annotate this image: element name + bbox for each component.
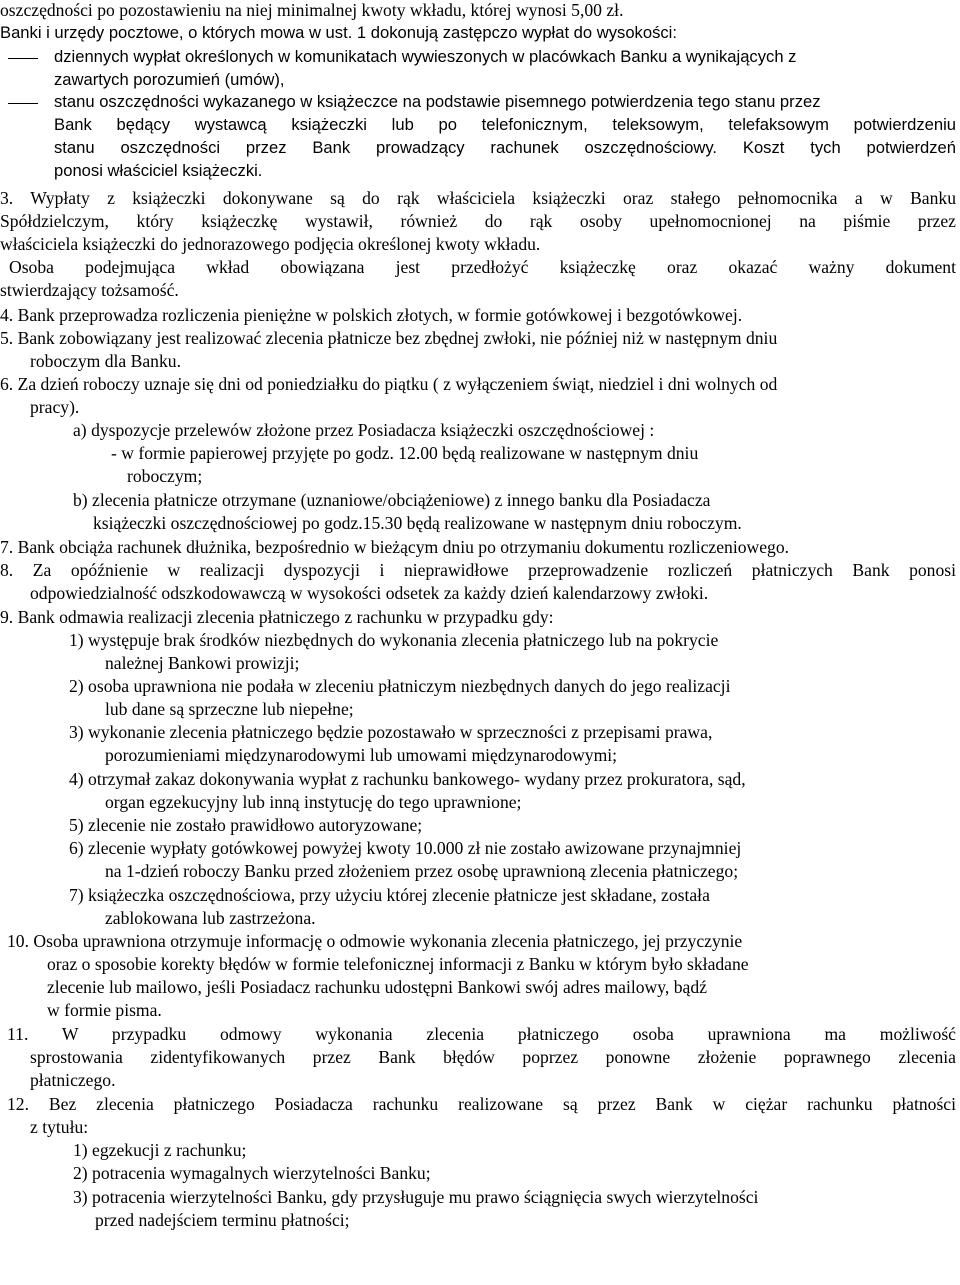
text-line: Osoba podejmująca wkład obowiązana jest przedłożyć książeczkę oraz okazać ważny dokument — [9, 257, 956, 277]
text-line: dziennych wypłat określonych w komunikatach wywieszonych w placówkach Banku a wynikających z — [54, 47, 797, 66]
text-line: 5. Bank zobowiązany jest realizować zlecenia płatnicze bez zbędnej zwłoki, nie później niż w następnym dniu — [0, 328, 778, 348]
text-line: 6) zlecenie wypłaty gotówkowej powyżej kwoty 10.000 zł nie zostało awizowane przynajmniej — [69, 838, 742, 858]
text-line: 3) potracenia wierzytelności Banku, gdy przysługuje mu prawo ściągnięcia swych wierzytelności — [73, 1187, 759, 1207]
text-line: 2) potracenia wymagalnych wierzytelności Banku; — [73, 1163, 431, 1183]
text-line: 8. Za opóźnienie w realizacji dyspozycji i nieprawidłowe przeprowadzenie rozliczeń płatniczych Bank ponosi — [0, 560, 956, 580]
text-line: porozumieniami międzynarodowymi lub umowami międzynarodowymi; — [105, 745, 618, 765]
text-line: stanu oszczędności przez Bank prowadzący rachunek oszczędnościowy. Koszt tych potwierdzeń — [54, 138, 956, 157]
text-line: Spółdzielczym, który książeczkę wystawił, również do rąk osoby upełnomocnionej na piśmie przez — [0, 211, 956, 231]
text-line: przed nadejściem terminu płatności; — [95, 1210, 350, 1230]
text-line: - w formie papierowej przyjęte po godz. 12.00 będą realizowane w następnym dniu — [111, 443, 699, 463]
dash-bullet — [8, 58, 38, 59]
text-line: 11. W przypadku odmowy wykonania zlecenia płatniczego osoba uprawniona ma możliwość — [7, 1024, 956, 1044]
text-line: 3. Wypłaty z książeczki dokonywane są do rąk właściciela książeczki oraz stałego pełnomocnika a w Banku — [0, 188, 956, 208]
text-line: ponosi właściciel książeczki. — [54, 161, 263, 180]
text-line: stwierdzający tożsamość. — [0, 280, 179, 300]
text-line: 1) występuje brak środków niezbędnych do wykonania zlecenia płatniczego lub na pokrycie — [69, 630, 719, 650]
text-line: 6. Za dzień roboczy uznaje się dni od poniedziałku do piątku ( z wyłączeniem świąt, niedziel i dni wolnych od — [0, 374, 778, 394]
text-line: Banki i urzędy pocztowe, o których mowa w ust. 1 dokonują zastępczo wypłat do wysokości: — [0, 23, 677, 42]
text-line: sprostowania zidentyfikowanych przez Bank błędów poprzez ponowne złożenie poprawnego zlecenia — [30, 1047, 956, 1067]
text-line: 9. Bank odmawia realizacji zlecenia płatniczego z rachunku w przypadku gdy: — [0, 607, 554, 627]
text-line: 12. Bez zlecenia płatniczego Posiadacza rachunku realizowane są przez Bank w ciężar rachunku płatności — [7, 1094, 956, 1114]
text-line: 7. Bank obciąża rachunek dłużnika, bezpośrednio w bieżącym dniu po otrzymaniu dokumentu rozliczeniowego. — [0, 537, 790, 557]
text-line: książeczki oszczędnościowej po godz.15.30 będą realizowane w następnym dniu roboczym. — [93, 513, 742, 533]
text-line: 4) otrzymał zakaz dokonywania wypłat z rachunku bankowego- wydany przez prokuratora, sąd, — [69, 769, 746, 789]
text-line: organ egzekucyjny lub inną instytucję do tego uprawnione; — [105, 792, 522, 812]
text-line: zlecenie lub mailowo, jeśli Posiadacz rachunku udostępni Bankowi swój adres mailowy, bądź — [47, 977, 707, 997]
text-line: lub dane są sprzeczne lub niepełne; — [105, 699, 354, 719]
text-line: 10. Osoba uprawniona otrzymuje informację o odmowie wykonania zlecenia płatniczego, jej przyczynie — [7, 931, 743, 951]
text-line: 4. Bank przeprowadza rozliczenia pieniężne w polskich złotych, w formie gotówkowej i bezgotówkowej. — [0, 305, 743, 325]
text-line: zawartych porozumień (umów), — [54, 70, 285, 89]
text-line: Bank będący wystawcą książeczki lub po telefonicznym, teleksowym, telefaksowym potwierdzeniu — [54, 115, 956, 134]
text-line: roboczym; — [127, 466, 203, 486]
text-line: płatniczego. — [30, 1070, 116, 1090]
text-line: zablokowana lub zastrzeżona. — [105, 908, 316, 928]
text-line: stanu oszczędności wykazanego w książeczce na podstawie pisemnego potwierdzenia tego stanu przez — [54, 92, 821, 111]
text-line: 2) osoba uprawniona nie podała w zleceniu płatniczym niezbędnych danych do jego realizacji — [69, 676, 731, 696]
text-line: b) zlecenia płatnicze otrzymane (uznaniowe/obciążeniowe) z innego banku dla Posiadacza — [73, 490, 711, 510]
dash-bullet — [8, 103, 38, 104]
text-line: 3) wykonanie zlecenia płatniczego będzie pozostawało w sprzeczności z przepisami prawa, — [69, 722, 713, 742]
text-line: a) dyspozycje przelewów złożone przez Posiadacza książeczki oszczędnościowej : — [73, 420, 655, 440]
text-line: na 1-dzień roboczy Banku przed złożeniem przez osobę uprawnioną zlecenia płatniczego; — [105, 861, 739, 881]
text-line: odpowiedzialność odszkodowawczą w wysokości odsetek za każdy dzień kalendarzowy zwłoki. — [30, 583, 709, 603]
text-line: 7) książeczka oszczędnościowa, przy użyciu której zlecenie płatnicze jest składane, została — [69, 885, 710, 905]
text-line: 5) zlecenie nie zostało prawidłowo autoryzowane; — [69, 815, 423, 835]
text-line: roboczym dla Banku. — [30, 351, 181, 371]
text-line: 1) egzekucji z rachunku; — [73, 1140, 247, 1160]
text-line: oszczędności po pozostawieniu na niej minimalnej kwoty wkładu, której wynosi 5,00 zł. — [0, 0, 624, 20]
text-line: oraz o sposobie korekty błędów w formie telefonicznej informacji z Banku w którym było składane — [47, 954, 749, 974]
text-line: należnej Bankowi prowizji; — [105, 653, 300, 673]
text-line: pracy). — [30, 397, 80, 417]
text-line: w formie pisma. — [47, 1000, 162, 1020]
text-line: z tytułu: — [30, 1117, 89, 1137]
text-line: właściciela książeczki do jednorazowego podjęcia określonej kwoty wkładu. — [0, 234, 541, 254]
